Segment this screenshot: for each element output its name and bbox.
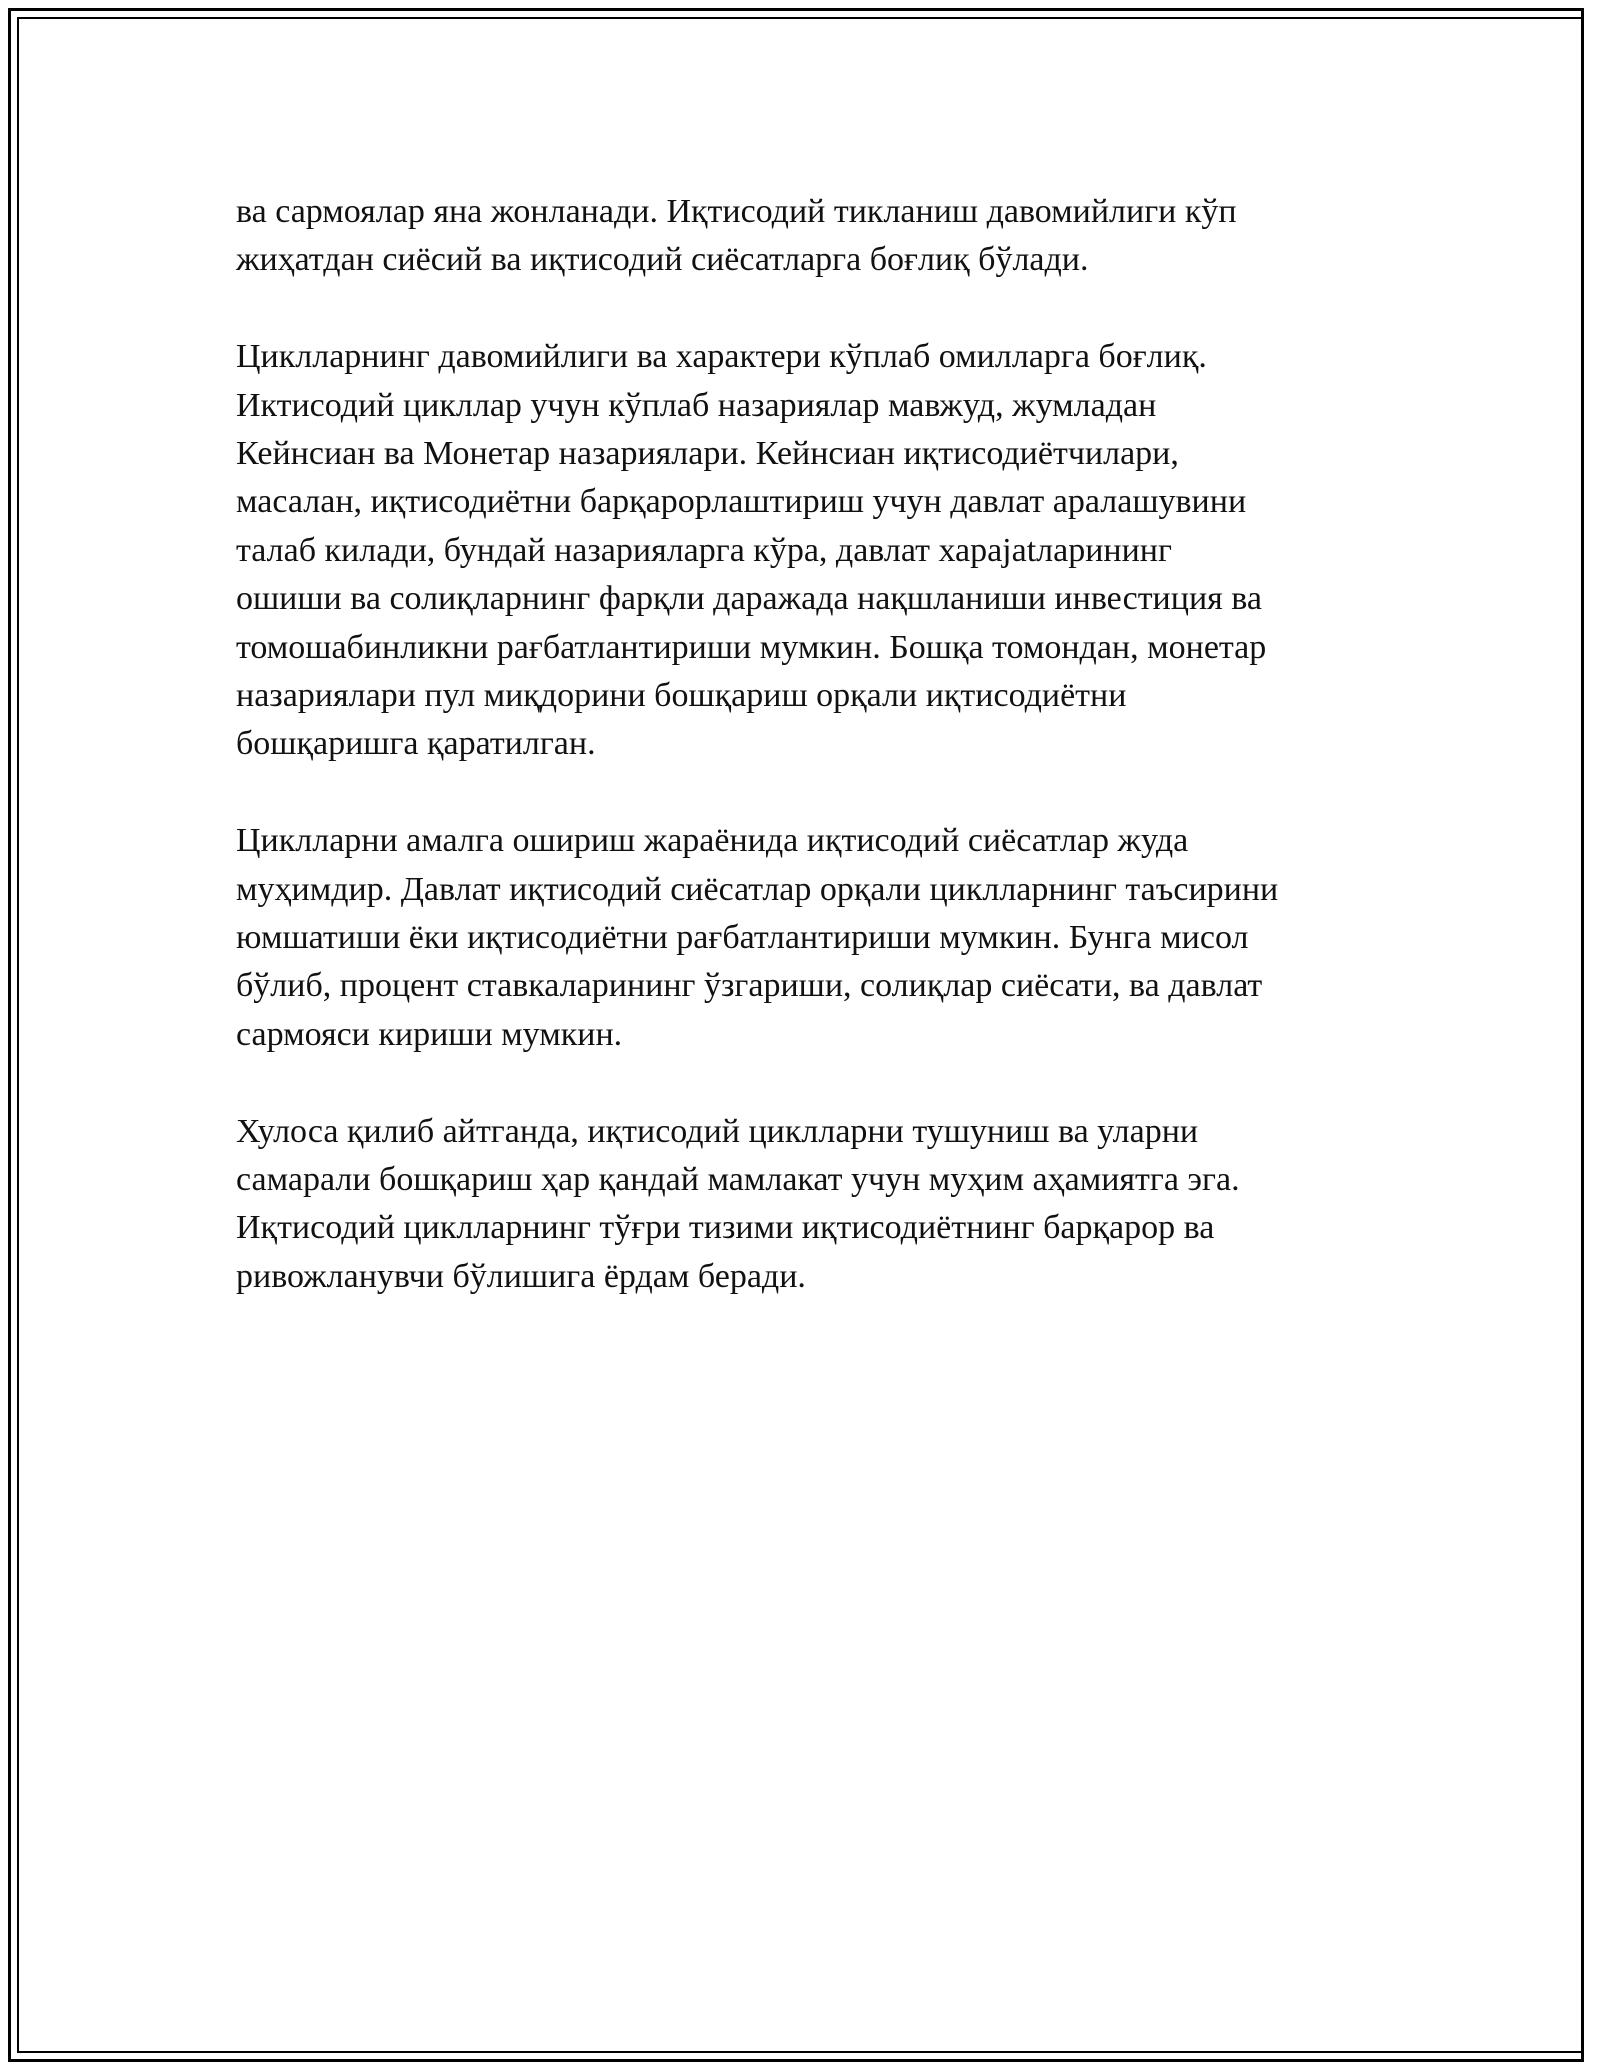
text-line: Иктисодий цикллар учун кўплаб назариялар мавжуд, жумладан <box>236 386 1157 424</box>
text-line: томошабинликни рағбатлантириши мумкин. Бошқа томондан, монетар <box>236 628 1267 666</box>
text-line: Хулоса қилиб айтганда, иқтисодий циклларни тушуниш ва уларни <box>236 1112 1199 1150</box>
text-line: самарали бошқариш ҳар қандай мамлакат учун муҳим аҳамиятга эга. <box>236 1161 1240 1199</box>
text-line: юмшатиши ёки иқтисодиётни рағбатлантириши мумкин. Бунга мисол <box>236 919 1249 957</box>
text-line: Иқтисодий циклларнинг тўғри тизими иқтисодиётнинг барқарор ва <box>236 1209 1215 1247</box>
text-line: Кейнсиан ва Монетар назариялари. Кейнсиан иқтисодиётчилари, <box>236 435 1179 473</box>
text-line: бошқаришга қаратилган. <box>236 725 596 763</box>
text-line: бўлиб, процент ставкаларининг ўзгариши, солиқлар сиёсати, ва давлат <box>236 967 1263 1005</box>
text-line: талаб килади, бундай назарияларга кўра, давлат харајatларининг <box>236 531 1172 569</box>
paragraph-3 <box>236 817 1381 1059</box>
document-body <box>236 188 1381 1301</box>
text-line: Циклларнинг давомийлиги ва характери кўплаб омилларга боғлиқ. <box>236 338 1207 376</box>
text-line: жиҳатдан сиёсий ва иқтисодий сиёсатларга боғлиқ бўлади. <box>236 241 1089 279</box>
paragraph-2 <box>236 333 1381 769</box>
paragraph-4 <box>236 1108 1381 1302</box>
text-line: масалан, иқтисодиётни барқарорлаштириш учун давлат аралашувини <box>236 483 1247 521</box>
text-line: ошиши ва солиқларнинг фарқли даражада нақшланиши инвестиция ва <box>236 580 1262 618</box>
text-line: назариялари пул миқдорини бошқариш орқали иқтисодиётни <box>236 677 1127 715</box>
text-line: ривожланувчи бўлишига ёрдам беради. <box>236 1257 806 1295</box>
text-line: ва сармоялар яна жонланади. Иқтисодий тикланиш давомийлиги кўп <box>236 193 1237 230</box>
paragraph-1 <box>236 188 1381 285</box>
text-line: муҳимдир. Давлат иқтисодий сиёсатлар орқали циклларнинг таъсирини <box>236 870 1279 908</box>
text-line: сармояси кириши мумкин. <box>236 1015 623 1053</box>
text-line: Циклларни амалга ошириш жараёнида иқтисодий сиёсатлар жуда <box>236 822 1189 860</box>
